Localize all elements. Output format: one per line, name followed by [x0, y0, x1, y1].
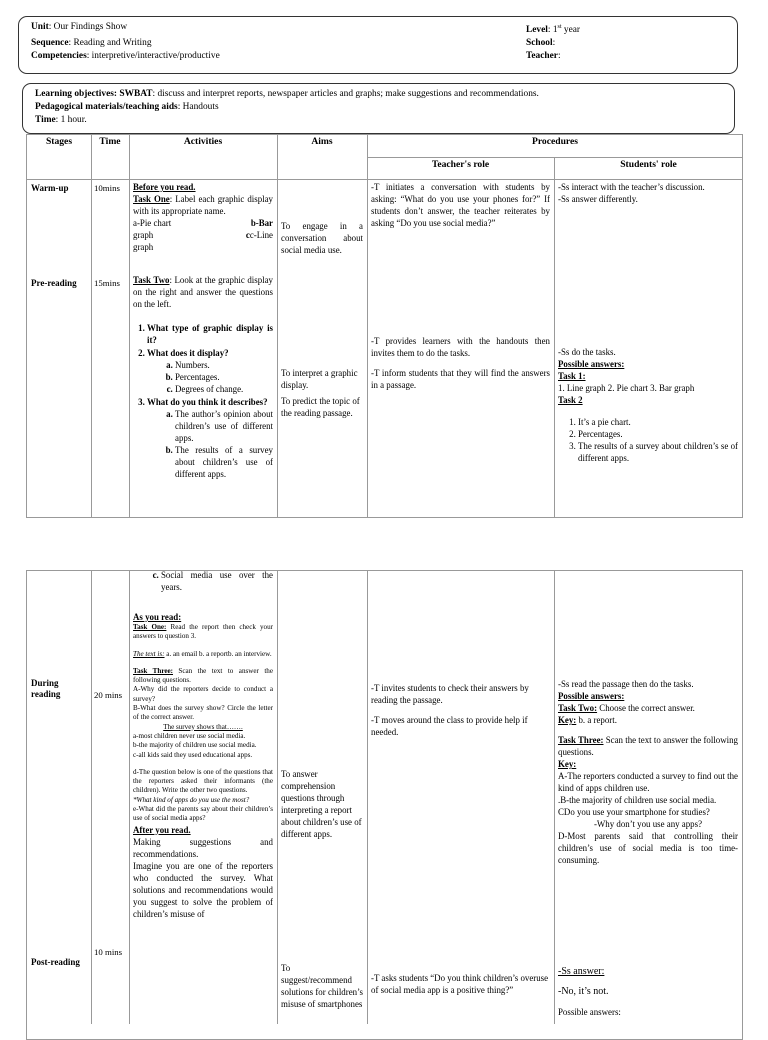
- question-b: B-What does the survey show? Circle the letter of the correct answer.: [133, 704, 273, 722]
- question-2-c: c. Degrees of change.: [175, 383, 273, 395]
- sequence-value: : Reading and Writing: [68, 38, 152, 49]
- during-task-three-text: Scan the text to answer the following questions.: [133, 666, 273, 685]
- prereading-aim-2: To predict the topic of the reading passage.: [281, 396, 360, 418]
- question-2-b: b. Percentages.: [175, 371, 273, 383]
- prereading-activity: [133, 274, 273, 481]
- question-3-b: b. The results of a survey about children’s use of different apps.: [175, 444, 273, 480]
- question-3-a: a. The author’s opinion about children’s use of different apps.: [175, 408, 273, 444]
- sequence-label: Sequence: [31, 38, 69, 49]
- question-d: d-The question below is one of the questions that the reporters asked their informants (the children). Write the other two questions.: [133, 767, 273, 795]
- prereading-task2-answers: [558, 416, 738, 464]
- warmup-aim: To engage in a conversation about social media use.: [281, 221, 363, 255]
- during-students-1: -Ss read the passage then do the tasks.: [558, 679, 694, 689]
- prereading-questions: [133, 322, 273, 480]
- post-making: Making suggestions and recommendations.: [133, 836, 273, 859]
- as-read-heading: As you read:: [133, 612, 182, 622]
- materials-label: Pedagogical materials/teaching aids: [35, 102, 178, 112]
- task-one-text: : Label each graphic display with its appropriate name.: [133, 194, 273, 216]
- school-value: :: [552, 38, 556, 49]
- prereading-teacher-role: [371, 335, 550, 391]
- header-students-role: Students' role: [620, 159, 677, 170]
- question-e: e-What did the parents say about their children’s use of social media apps?: [133, 805, 273, 823]
- during-possible: Possible answers:: [558, 691, 625, 701]
- objectives-swbat: : SWBAT: [113, 89, 153, 99]
- text-is-options: a. an email b. a reportb. an interview.: [164, 649, 272, 658]
- prereading-task1: Task 1:: [558, 371, 586, 381]
- objectives-text: : discuss and interpret reports, newspaper articles and graphs; make suggestions and recommendations.: [152, 89, 539, 99]
- header-row-sequence: [31, 37, 725, 50]
- prereading-task1-answers: 1. Line graph 2. Pie chart 3. Bar graph: [558, 383, 695, 393]
- header-row-competencies: [31, 50, 725, 63]
- question-1-text: What type of graphic display is it?: [147, 323, 273, 345]
- header-activities: Activities: [183, 136, 223, 147]
- after-read-heading: After you read.: [133, 824, 191, 835]
- school-label: School: [526, 38, 553, 49]
- prereading-students-role: [558, 346, 738, 464]
- task-one-label: Task One: [133, 194, 170, 204]
- question-2: [147, 347, 273, 395]
- stage-post-reading: Post-reading: [31, 957, 80, 967]
- key-answer-b: .B-the majority of children use social media.: [558, 795, 717, 805]
- opt-bar-graph: graph: [133, 230, 154, 240]
- header-procedures: Procedures: [531, 136, 578, 147]
- post-aim: To suggest/recommend solutions for children’s misuse of smartphones: [281, 963, 363, 1009]
- time-warmup: 10mins: [94, 183, 120, 193]
- opt-line-graph: graph: [133, 242, 154, 252]
- time-post-reading: 10 mins: [94, 947, 123, 957]
- unit-label: Unit: [31, 22, 49, 32]
- lesson-header-box: [18, 16, 738, 74]
- prereading-teacher-2: -T inform students that they will find the answers in a passage.: [371, 368, 550, 390]
- task2-answer-2: 2. Percentages.: [578, 428, 738, 440]
- warmup-activity: Before you read. Task One: Label each graphic display with its appropriate name. a-Pie chart b-Bar graph cc-Line graph: [133, 182, 273, 252]
- level-label: Level: [526, 25, 548, 36]
- prereading-teacher-1: -T provides learners with the handouts then invites them to do the tasks.: [371, 336, 550, 358]
- prereading-aim-1: To interpret a graphic display.: [281, 368, 358, 390]
- during-aim: To answer comprehension questions through interpreting a report about children’s use of different apps.: [281, 769, 362, 839]
- teacher-label: Teacher: [526, 51, 558, 62]
- during-teacher-1: -T invites students to check their answers by reading the passage.: [371, 683, 529, 705]
- time-label: Time: [35, 115, 56, 125]
- during-task-three-s-label: Task Three:: [558, 735, 604, 745]
- prereading-possible: Possible answers:: [558, 359, 625, 369]
- post-no-answer: -No, it’s not.: [558, 986, 609, 997]
- question-1: [147, 322, 273, 346]
- opt-pie-chart: a-Pie chart: [133, 218, 172, 228]
- key-answer-d: D-Most parents said that controlling their children’s use of social media is too time-consuming.: [558, 831, 738, 865]
- survey-option-c: c-all kids said they used educational apps.: [133, 750, 253, 759]
- header-aims: Aims: [311, 136, 333, 147]
- opt-bar: b-Bar: [250, 218, 273, 228]
- question-a: A-Why did the reporters decide to conduct a survey?: [133, 685, 273, 703]
- during-task-two-text: Choose the correct answer.: [597, 703, 695, 713]
- question-d-example: *What kind of apps do you use the most?: [133, 795, 250, 804]
- time-value: : 1 hour.: [55, 115, 87, 125]
- prereading-aims: [281, 367, 363, 419]
- teacher-value: :: [557, 51, 561, 62]
- level-sup: st: [557, 24, 562, 30]
- header-teacher-role: Teacher's role: [431, 159, 490, 170]
- competencies-label: Competencies: [31, 51, 87, 62]
- materials-line: [35, 101, 722, 114]
- during-task-three-label: Task Three:: [133, 666, 173, 675]
- survey-option-b: b-the majority of children use social media.: [133, 741, 257, 750]
- key-answer-a: A-The reporters conducted a survey to find out the kind of apps children use.: [558, 771, 738, 793]
- time-line: [35, 114, 722, 127]
- during-key-label: Key:: [558, 715, 577, 725]
- prereading-task2: Task 2: [558, 395, 583, 405]
- header-stages: Stages: [45, 136, 73, 147]
- header-time: Time: [99, 136, 121, 147]
- level-value: : 1: [547, 25, 558, 36]
- stage-warmup: Warm-up: [31, 183, 69, 193]
- task2-answer-1: 1. It’s a pie chart.: [578, 416, 738, 428]
- unit-value: : Our Findings Show: [48, 22, 128, 32]
- post-students-role: [558, 966, 738, 1024]
- question-2-text: What does it display?: [147, 348, 229, 358]
- during-students-role: [558, 678, 738, 866]
- survey-shows: The survey shows that…….: [163, 722, 243, 731]
- stage-during-reading: During reading: [31, 678, 61, 699]
- during-task-two-label: Task Two:: [558, 703, 598, 713]
- during-teacher-role: [371, 682, 550, 738]
- during-key2-label: Key:: [558, 759, 577, 769]
- survey-option-a: a-most children never use social media.: [133, 731, 246, 740]
- warmup-students-role: [558, 181, 738, 205]
- objectives-line: [35, 88, 722, 101]
- during-teacher-2: -T moves around the class to provide help if needed.: [371, 715, 528, 737]
- post-teacher-role: -T asks students “Do you think children’s overuse of social media app is a positive thing?”: [371, 973, 549, 995]
- during-activity: [133, 569, 273, 920]
- question-2-a: a. Numbers.: [175, 359, 273, 371]
- question-3-text: What do you think it describes?: [147, 397, 268, 407]
- during-task-three-s-text: Scan the text to answer the following questions.: [558, 735, 738, 757]
- opt-line: c-Line: [249, 230, 273, 240]
- question-3-c: c. Social media use over the years.: [161, 569, 273, 593]
- key-answer-c2: -Why don’t you use any apps?: [593, 819, 703, 829]
- key-answer-c: CDo you use your smartphone for studies?: [558, 807, 710, 817]
- header-row-unit: [31, 21, 725, 37]
- objectives-label: Learning objectives: [35, 89, 114, 99]
- during-task-one-label: Task One:: [133, 623, 167, 631]
- during-key-text: b. a report.: [576, 715, 617, 725]
- warmup-students-1: -Ss interact with the teacher’s discussion.: [558, 182, 705, 192]
- objectives-box: [22, 83, 735, 134]
- during-task-one-text: Read the report then check your answers to question 3.: [133, 623, 273, 641]
- warmup-students-2: -Ss answer differently.: [558, 194, 638, 204]
- post-ss-answer: -Ss answer:: [558, 966, 605, 977]
- text-is-label: The text is:: [133, 649, 165, 658]
- materials-value: : Handouts: [177, 102, 219, 112]
- warmup-teacher-role: -T initiates a conversation with students by asking: “What do you use your phones for?” If students don’t answer, the teacher reiterates by asking “Do you use social media?”: [371, 182, 550, 228]
- competencies-value: : interpretive/interactive/productive: [86, 51, 220, 62]
- time-prereading: 15mins: [94, 278, 120, 288]
- time-during-reading: 20 mins: [94, 690, 123, 700]
- question-3: [147, 396, 273, 480]
- task-two-label: Task Two: [133, 275, 170, 285]
- stage-prereading: Pre-reading: [31, 278, 77, 288]
- post-imagine: Imagine you are one of the reporters who conducted the survey. What solutions and recommendations would you suggest to solve the problem of children’s misuse of: [133, 860, 273, 919]
- task2-answer-3: 3. The results of a survey about children’s se of different apps.: [578, 440, 738, 464]
- prereading-students-do: -Ss do the tasks.: [558, 347, 616, 357]
- task-two-text: : Look at the graphic display on the right and answer the questions on the left.: [133, 275, 273, 309]
- post-possible: Possible answers:: [558, 1007, 621, 1017]
- before-read-heading: Before you read.: [133, 182, 196, 192]
- level-suffix: year: [561, 25, 581, 36]
